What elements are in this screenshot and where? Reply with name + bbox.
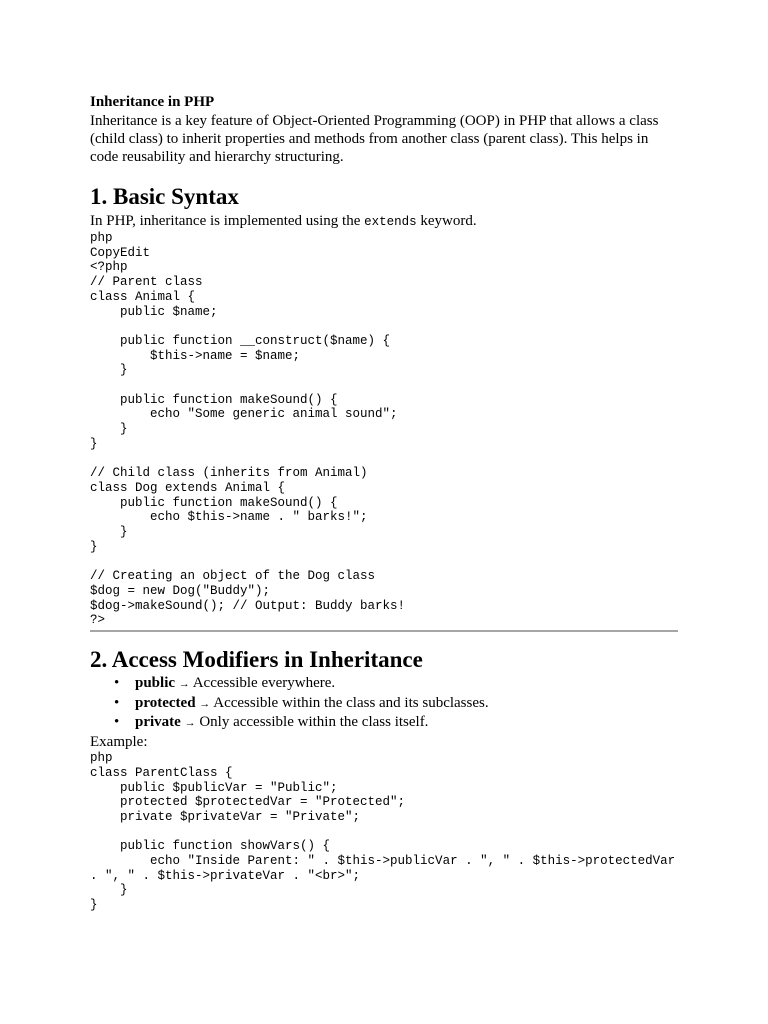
intro-text-before: In PHP, inheritance is implemented using the — [90, 213, 365, 229]
modifier-term: public — [135, 674, 176, 691]
example-label: Example: — [90, 734, 148, 751]
code-language-label: php — [90, 751, 113, 766]
extends-keyword: extends — [364, 215, 417, 229]
basic-syntax-code-block: <?php // Parent class class Animal { public $name; public function __construct($name) { $this->name = $name; } public function makeSound() { echo "Some generic animal sound"; } } // Child class (inherits from Animal) class Dog extends Animal { public function makeSound() { echo $this->name . " barks!"; } } // Creating an object of the Dog class $dog = new Dog("Buddy"); $dog->makeSound(); // Output: Buddy barks! ?> — [90, 260, 406, 628]
modifier-term: private — [135, 714, 181, 731]
arrow-icon: → — [178, 677, 190, 690]
arrow-icon: → — [199, 697, 211, 710]
modifier-description: Only accessible within the class itself. — [199, 714, 429, 731]
section-divider — [90, 630, 678, 632]
section-basic-syntax-intro — [90, 212, 680, 231]
modifier-description: Accessible everywhere. — [192, 674, 336, 691]
copy-edit-button[interactable]: CopyEdit — [90, 245, 151, 260]
access-modifiers-code-block: class ParentClass { public $publicVar = "Public"; protected $protectedVar = "Protected"; private $privateVar = "Private"; public function showVars() { echo "Inside Parent: " . $this->publicVar . ", " . $this->protectedVar . ", " . $this->privateVar . "<br>"; } } — [90, 765, 676, 913]
list-item — [135, 674, 680, 694]
code-language-label: php — [90, 231, 113, 245]
modifier-description: Accessible within the class and its subclasses. — [213, 694, 489, 711]
section-basic-syntax-heading: 1. Basic Syntax — [90, 184, 239, 209]
access-modifier-list — [90, 674, 680, 733]
modifier-term: protected — [135, 694, 196, 711]
list-item — [135, 713, 680, 733]
intro-title: Inheritance in PHP — [90, 94, 215, 110]
section-access-modifiers-heading: 2. Access Modifiers in Inheritance — [90, 646, 423, 672]
intro-paragraph: Inheritance is a key feature of Object-Oriented Programming (OOP) in PHP that allows a class (child class) to inherit properties and methods from another class (parent class). This helps in code reusability and hierarchy structuring. — [90, 113, 659, 165]
arrow-icon: → — [184, 717, 196, 730]
list-item — [135, 694, 680, 714]
intro-text-after: keyword. — [416, 213, 477, 229]
document-content — [90, 93, 680, 913]
